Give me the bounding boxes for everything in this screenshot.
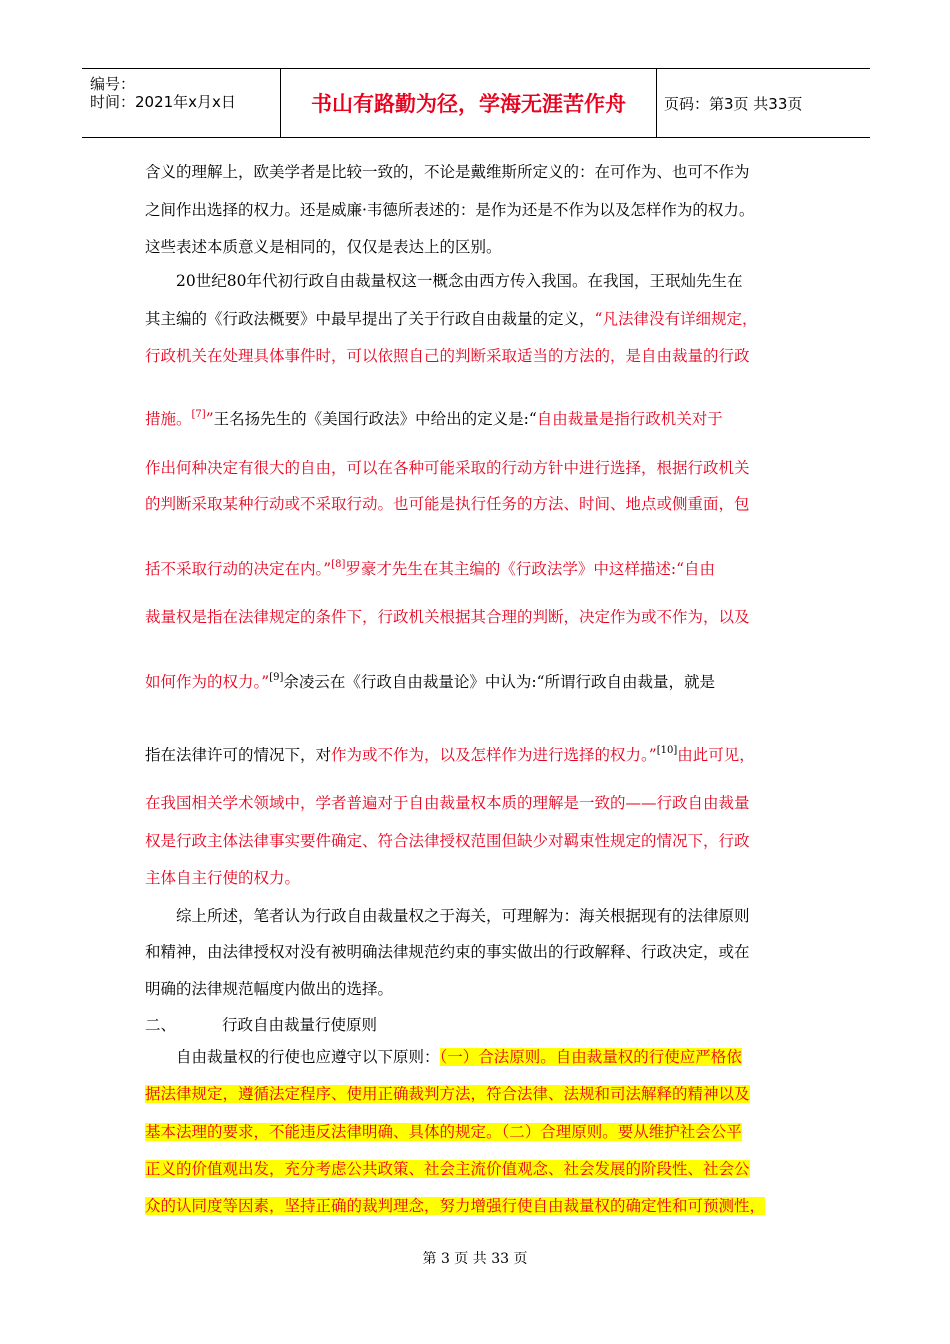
page-header [82, 68, 870, 138]
paragraph-line [145, 1084, 750, 1104]
quoted-definition: 行政机关在处理具体事件时，可以依照自己的判断采取适当的方法的，是自由裁量的行政 [145, 347, 750, 365]
paragraph-line: 明确的法律规范幅度内做出的选择。 [145, 980, 394, 998]
paragraph-line [145, 745, 755, 765]
section-title: 行政自由裁量行使原则 [222, 1016, 378, 1034]
header-divider [656, 69, 657, 137]
header-motto: 书山有路勤为径，学海无涯苦作舟 [311, 92, 626, 116]
text-run: 其主编的《行政法概要》中最早提出了关于行政自由裁量的定义， [145, 310, 595, 328]
quoted-definition: 作出何种决定有很大的自由，可以在各种可能采取的行动方针中进行选择，根据行政机关 [145, 459, 750, 477]
paragraph-line: 权是行政主体法律事实要件确定、符合法律授权范围但缺少对羁束性规定的情况下，行政 [145, 832, 750, 850]
paragraph-line [176, 1047, 742, 1067]
section-number: 二、 [145, 1016, 177, 1034]
paragraph-line [145, 1159, 750, 1179]
quoted-definition: 作为或不作为，以及怎样作为进行选择的权力。” [331, 746, 657, 764]
document-date-label: 时间：2021年x月x日 [90, 93, 236, 111]
footnote-ref: [9] [269, 672, 284, 683]
paragraph-line: 在我国相关学术领域中，学者普遍对于自由裁量权本质的理解是一致的——行政自由裁量 [145, 794, 750, 812]
highlighted-text: （一）合法原则。自由裁量权的行使应严格依 [439, 1048, 742, 1066]
paragraph-line: 综上所述，笔者认为行政自由裁量权之于海关，可理解为：海关根据现有的法律原则 [176, 907, 750, 925]
paragraph-line: 20世纪80年代初行政自由裁量权这一概念由西方传入我国。在我国，王珉灿先生在 [176, 272, 743, 290]
text-run: 王名扬先生的《美国行政法》中给出的定义是:“ [213, 410, 537, 428]
highlighted-text: 众的认同度等因素，坚持正确的裁判理念，努力增强行使自由裁量权的确定性和可预测性， [145, 1197, 766, 1215]
page-footer: 第 3 页 共 33 页 [422, 1251, 528, 1267]
highlighted-text: 正义的价值观出发，充分考虑公共政策、社会主流价值观念、社会发展的阶段性、社会公 [145, 1160, 750, 1178]
paragraph-line: 和精神，由法律授权对没有被明确法律规范约束的事实做出的行政解释、行政决定，或在 [145, 943, 750, 961]
paragraph-line [145, 1196, 765, 1216]
quoted-definition: 如何作为的权力。” [145, 673, 270, 691]
quoted-definition: 措施。 [145, 410, 192, 428]
text-run: 指在法律许可的情况下，对 [145, 746, 332, 764]
footnote-ref: [8] [331, 559, 346, 570]
document-number-label: 编号： [90, 75, 136, 93]
paragraph-line [145, 1122, 742, 1142]
text-run: 自由裁量权的行使也应遵守以下原则： [176, 1048, 440, 1066]
paragraph-line: 含义的理解上，欧美学者是比较一致的，不论是戴维斯所定义的：在可作为、也可不作为 [145, 163, 750, 181]
paragraph-line: 这些表述本质意义是相同的，仅仅是表达上的区别。 [145, 238, 502, 256]
quoted-definition: 裁量权是指在法律规定的条件下，行政机关根据其合理的判断，决定作为或不作为，以及 [145, 608, 750, 626]
quoted-definition: 括不采取行动的决定在内。” [145, 560, 332, 578]
paragraph-line [145, 309, 757, 329]
text-run: 罗豪才先生在其主编的《行政法学》中这样描述:“ [345, 560, 685, 578]
highlighted-text: 基本法理的要求，不能违反法律明确、具体的规定。（二）合理原则。要从维护社会公平 [145, 1123, 742, 1141]
paragraph-line [145, 559, 715, 579]
quote-mark: ” [205, 410, 214, 428]
paragraph-line: 主体自主行使的权力。 [145, 869, 301, 887]
section-heading [145, 1015, 377, 1035]
footnote-ref: [7] [191, 409, 206, 420]
header-page-number: 页码：第3页 共33页 [664, 94, 803, 113]
paragraph-line [145, 409, 723, 429]
text-run: 余凌云在《行政自由裁量论》中认为:“所谓行政自由裁量，就是 [283, 673, 716, 691]
text-run: 由此可见， [677, 746, 755, 764]
quoted-definition: 的判断采取某种行动或不采取行动。也可能是执行任务的方法、时间、地点或侧重面，包 [145, 495, 750, 513]
highlighted-text: 据法律规定，遵循法定程序、使用正确裁判方法，符合法律、法规和司法解释的精神以及 [145, 1085, 750, 1103]
paragraph-line: 之间作出选择的权力。还是威廉·韦德所表述的：是作为还是不作为以及怎样作为的权力。 [145, 201, 755, 219]
quoted-definition: 自由 [684, 560, 716, 578]
paragraph-line [145, 672, 715, 692]
header-info-cell [82, 69, 280, 137]
quoted-definition: 自由裁量是指行政机关对于 [536, 410, 723, 428]
footnote-ref: [10] [656, 745, 678, 756]
quoted-definition: “凡法律没有详细规定， [594, 310, 758, 328]
